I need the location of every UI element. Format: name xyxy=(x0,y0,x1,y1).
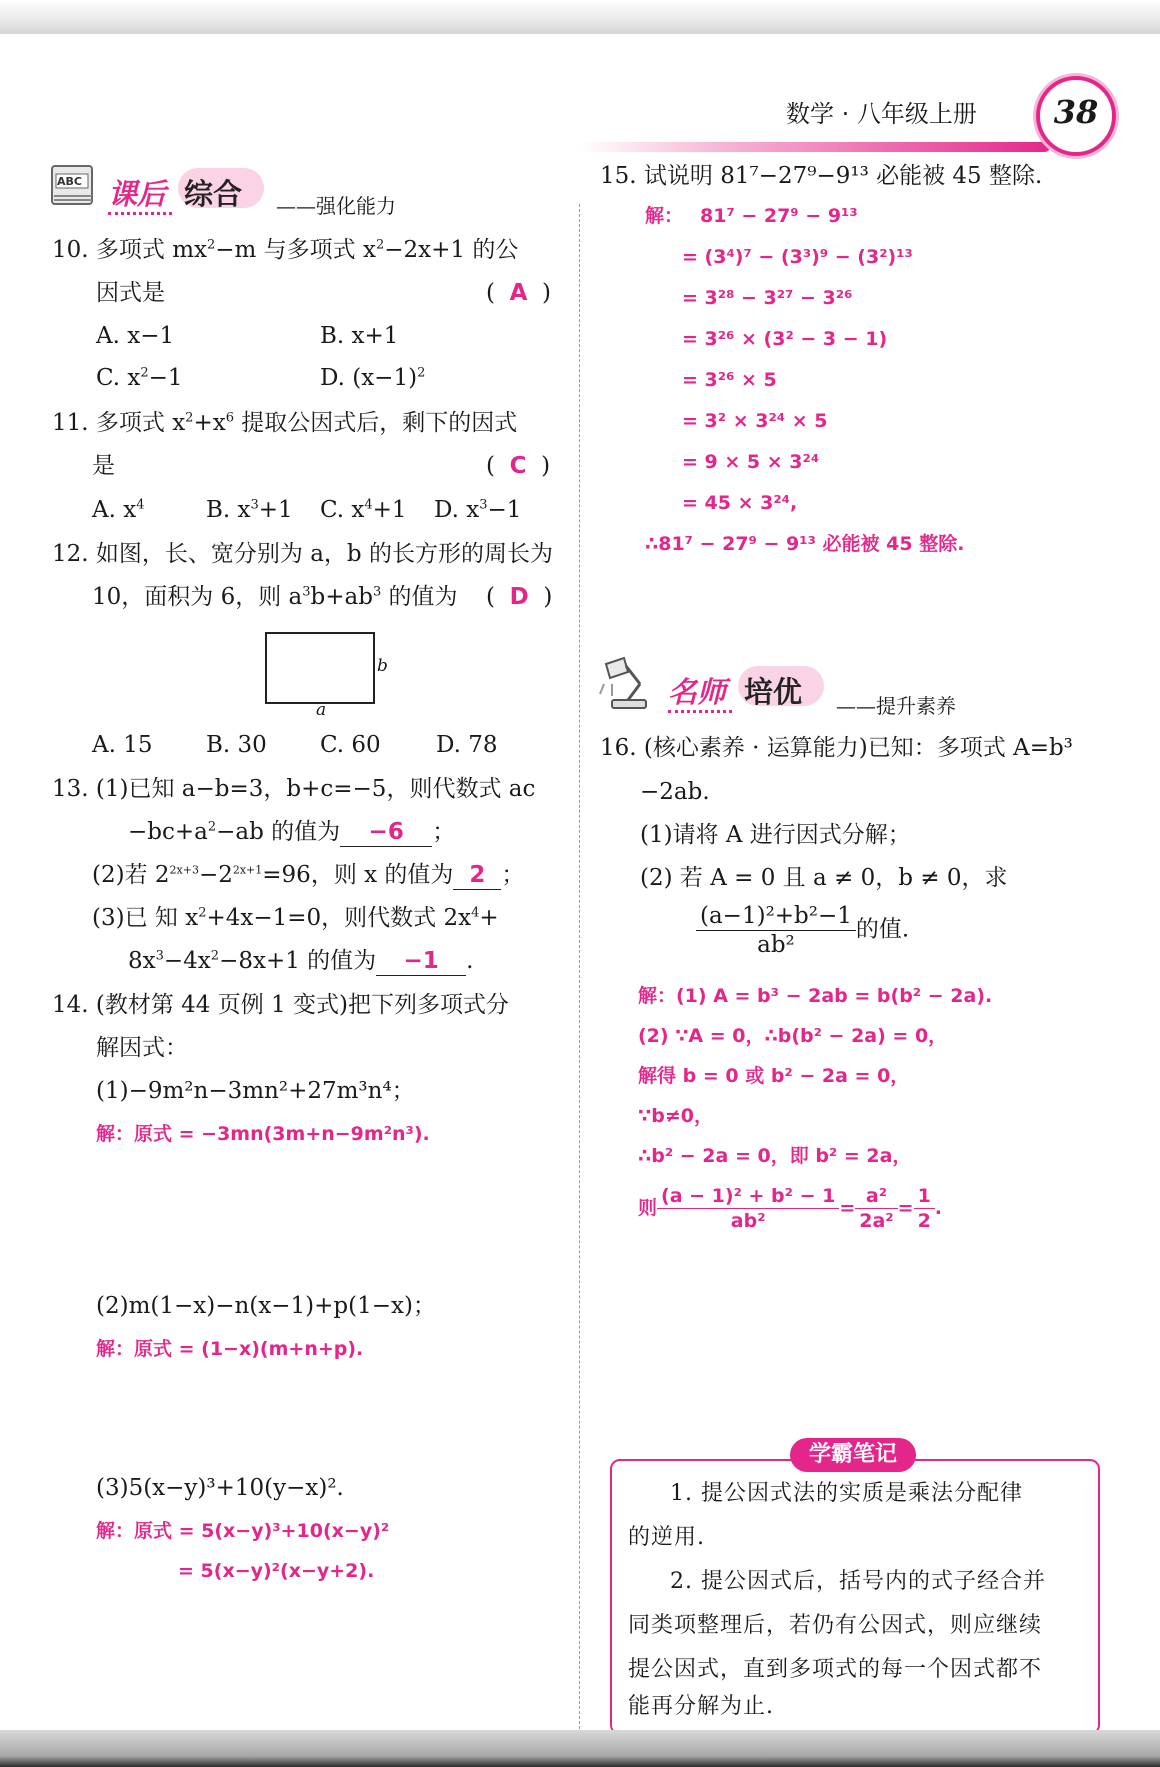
study-notes-title: 学霸笔记 xyxy=(790,1438,916,1472)
q12-option-b: B. 30 xyxy=(206,732,267,758)
notes-p2-line3: 提公因式，直到多项式的每一个因式都不 xyxy=(628,1657,1043,1682)
q16-final-num2: a² xyxy=(855,1184,897,1209)
q16-fraction xyxy=(696,902,856,959)
q14-line2: 解因式： xyxy=(96,1035,188,1061)
q12-line1: 12. 如图，长、宽分别为 a，b 的长方形的周长为 xyxy=(52,541,553,567)
section1-title-b: 综合 xyxy=(184,177,243,211)
section1-dots xyxy=(108,212,172,215)
top-scan-edge xyxy=(0,0,1160,34)
q11-option-d-pre: D. x xyxy=(434,497,480,523)
notes-p1-line1: 1. 提公因式法的实质是乘法分配律 xyxy=(670,1481,1023,1506)
q16-part2-post: 的值. xyxy=(855,916,910,943)
q16-line2: −2ab. xyxy=(640,779,710,805)
q12-figure-label-a: a xyxy=(316,700,327,720)
q16-final-num3: 1 xyxy=(914,1184,935,1209)
header-subject: 数学 · 八年级上册 xyxy=(786,100,977,128)
q14-part1-solution: 解：原式 = −3mn(3m+n−9m²n³). xyxy=(96,1123,430,1145)
q15-step-5: = 3²⁶ × 5 xyxy=(682,369,777,391)
q16-final-den3: 2 xyxy=(917,1210,931,1232)
q14-part2-solution: 解：原式 = (1−x)(m+n+p). xyxy=(96,1338,364,1360)
q14-line1: 14. (教材第 44 页例 1 变式)把下列多项式分 xyxy=(52,992,509,1018)
q15-step-6: = 3² × 3²⁴ × 5 xyxy=(682,410,828,432)
q16-part2: (2) 若 A = 0 且 a ≠ 0，b ≠ 0，求 xyxy=(640,865,1008,891)
q16-solution-2: (2) ∵A = 0，∴b(b² − 2a) = 0， xyxy=(638,1025,948,1047)
section2-subtitle: ——提升素养 xyxy=(836,694,956,718)
header-rule xyxy=(580,142,1050,152)
q13-part3-line1-pre: (3)已 知 x xyxy=(92,905,199,931)
q11-option-d-post: −1 xyxy=(487,497,522,523)
q11-answer-bracket: ( C ) xyxy=(486,453,551,479)
q16-solution-3: 解得 b = 0 或 b² − 2a = 0， xyxy=(638,1065,910,1087)
column-divider xyxy=(579,204,580,1734)
q12-line2-pre: 10，面积为 6，则 a xyxy=(92,584,303,610)
q12-answer: D xyxy=(509,584,529,610)
q15-step-3: = 3²⁸ − 3²⁷ − 3²⁶ xyxy=(682,287,853,309)
q10-option-c-post: −1 xyxy=(148,365,183,391)
section1-title-a: 课后 xyxy=(108,177,167,211)
page-number: 38 xyxy=(1053,93,1099,131)
q16-solution-4: ∵b≠0， xyxy=(638,1105,713,1127)
q16-final-eq2: = xyxy=(897,1197,914,1219)
q15-conclusion: ∴81⁷ − 27⁹ − 9¹³ 必能被 45 整除. xyxy=(645,533,965,555)
notes-p2-line4: 能再分解为止. xyxy=(628,1694,774,1719)
q14-part2-text: (2)m(1−x)−n(x−1)+p(1−x)； xyxy=(96,1293,436,1319)
q13-part1-line2-post: −ab 的值为 xyxy=(216,819,341,845)
q11-stem-post: 提取公因式后，剩下的因式 xyxy=(233,410,518,436)
textbook-page xyxy=(0,34,1160,1730)
q16-final-eq1: = xyxy=(839,1197,856,1219)
q13-part1-answer: −6 xyxy=(368,819,404,845)
q11-stem-mid: +x xyxy=(193,410,226,436)
q12-option-a: A. 15 xyxy=(92,732,153,758)
q10-answer-bracket: ( A ) xyxy=(486,280,552,306)
q10-option-a: A. x−1 xyxy=(96,323,175,349)
q11-option-c-pre: C. x xyxy=(320,497,365,523)
q11-option-d: D. $x^3-1$ xyxy=(434,497,522,523)
q10-stem-post: −2x+1 的公 xyxy=(384,237,519,263)
q10-option-b: B. x+1 xyxy=(320,323,399,349)
notes-p2-line2: 同类项整理后，若仍有公因式，则应继续 xyxy=(628,1613,1043,1638)
q11-option-b-post: +1 xyxy=(258,497,293,523)
q10-stem-pre: 10. 多项式 mx xyxy=(52,237,207,263)
q13-part2-mid: −2 xyxy=(198,862,233,888)
q11-answer: C xyxy=(509,453,527,479)
q10-option-c: C. $x^2-1$ xyxy=(96,365,183,391)
q10-option-c-pre: C. x xyxy=(96,365,141,391)
q16-final-post: . xyxy=(934,1197,943,1219)
section2-title-a: 名师 xyxy=(668,675,727,709)
section2-dots xyxy=(668,710,732,713)
q14-part3-solution-1: 解：原式 = 5(x−y)³+10(x−y)² xyxy=(96,1520,390,1542)
q11-option-c-post: +1 xyxy=(372,497,407,523)
q10-stem: 10. 多项式 $mx^2-m$ 与多项式 $x^2-2x+1$ 的公 xyxy=(52,237,519,263)
q12-line2-post: 的值为 xyxy=(381,584,458,610)
q16-solution-final xyxy=(638,1184,942,1233)
q10-answer: A xyxy=(509,280,528,306)
q15-step-4: = 3²⁶ × (3² − 3 − 1) xyxy=(682,328,888,350)
q12-answer-bracket: ( D ) xyxy=(486,584,553,610)
q13-part2-post: =96，则 x 的值为 xyxy=(262,862,454,888)
q16-solution-1: 解：(1) A = b³ − 2ab = b(b² − 2a). xyxy=(638,985,993,1007)
q16-part1: (1)请将 A 进行因式分解； xyxy=(640,822,911,848)
q11-option-a-pre: A. x xyxy=(92,497,137,523)
q12-rectangle-figure xyxy=(265,632,375,704)
q16-final-pre: 则 xyxy=(638,1197,658,1219)
notes-p1-line2: 的逆用. xyxy=(628,1525,705,1550)
q12-line2: 10，面积为 6，则 $a^3b+ab^3$ 的值为 xyxy=(92,584,458,610)
q16-part2-expression xyxy=(696,902,909,959)
q11-stem: 11. 多项式 $x^2+x^6$ 提取公因式后，剩下的因式 xyxy=(52,410,518,436)
q13-part3-line2-pre: 8x xyxy=(128,948,156,974)
q14-part3-text: (3)5(x−y)³+10(y−x)². xyxy=(96,1475,344,1501)
q11-option-b: B. $x^3+1$ xyxy=(206,497,293,523)
q10-stem-mid: −m 与多项式 x xyxy=(215,237,376,263)
q10-option-d-pre: D. (x−1) xyxy=(320,365,418,391)
q13-part3-line2: $8x^3-4x^2-8x+1$ 的值为 −1 . xyxy=(128,948,474,974)
notes-p2-line1: 2. 提公因式后，括号内的式子经合并 xyxy=(670,1569,1046,1594)
q10-option-d: D. $(x-1)^2$ xyxy=(320,365,426,391)
q11-option-c: C. $x^4+1$ xyxy=(320,497,407,523)
q11-option-b-pre: B. x xyxy=(206,497,251,523)
q13-part1-line2: $-bc+a^2-ab$ 的值为 −6 ； xyxy=(128,819,456,845)
q13-part2-exp1: 2x+3 xyxy=(169,863,199,877)
q11-line2: 是 xyxy=(92,453,115,479)
q10-line2: 因式是 xyxy=(96,280,165,306)
q16-fraction-numerator: (a−1)²+b²−1 xyxy=(696,902,856,931)
q12-figure-label-b: b xyxy=(377,656,388,676)
q13-part2: (2)若 $2^{2x+3}-2^{2x+1}=96$，则 x 的值为 2 ； xyxy=(92,862,525,888)
section1-subtitle: ——强化能力 xyxy=(276,194,396,218)
q11-stem-pre: 11. 多项式 x xyxy=(52,410,186,436)
section2-title-b: 培优 xyxy=(744,675,803,709)
q13-part2-pre: (2)若 2 xyxy=(92,862,170,888)
q15-step-8: = 45 × 3²⁴, xyxy=(682,492,798,514)
q12-option-d: D. 78 xyxy=(436,732,498,758)
q16-final-den1: ab² xyxy=(730,1210,766,1232)
q13-part1-line1: 13. (1)已知 a−b=3，b+c=−5，则代数式 ac xyxy=(52,776,536,802)
q16-line1: 16. (核心素养 · 运算能力)已知：多项式 A=b³ xyxy=(600,735,1073,761)
page-number-badge xyxy=(1036,76,1116,156)
q13-part3-line1-mid: +4x−1=0，则代数式 2x xyxy=(206,905,472,931)
q16-final-den2: 2a² xyxy=(859,1210,894,1232)
q14-part3-solution-2: = 5(x−y)²(x−y+2). xyxy=(178,1560,375,1582)
q15-step-2: = (3⁴)⁷ − (3³)⁹ − (3²)¹³ xyxy=(682,246,913,268)
q13-part2-exp2: 2x+1 xyxy=(232,863,263,877)
q16-fraction-denominator: ab² xyxy=(757,932,795,958)
q14-part1-text: (1)−9m²n−3mn²+27m³n⁴； xyxy=(96,1078,415,1104)
q13-part3-answer: −1 xyxy=(403,948,439,974)
q13-part3-line1-post: + xyxy=(479,905,499,931)
q15-solution-label: 解： xyxy=(645,205,684,227)
q12-line2-mid: b+ab xyxy=(310,584,373,610)
book-icon-label: ABC xyxy=(57,175,82,188)
q15-stem: 15. 试说明 81⁷−27⁹−9¹³ 必能被 45 整除. xyxy=(600,163,1043,189)
q13-part2-answer: 2 xyxy=(469,862,486,888)
q16-final-num1: (a − 1)² + b² − 1 xyxy=(657,1184,839,1209)
q11-option-a: A. $x^4$ xyxy=(92,497,145,523)
q13-part1-line2-pre: −bc+a xyxy=(128,819,208,845)
bottom-scan-edge xyxy=(0,1730,1160,1767)
q15-step-1: 81⁷ − 27⁹ − 9¹³ xyxy=(700,205,858,227)
q12-option-c: C. 60 xyxy=(320,732,381,758)
q13-part3-line1: (3)已 知 $x^2+4x-1=0$，则代数式 $2x^4+$ xyxy=(92,905,499,931)
q15-step-7: = 9 × 5 × 3²⁴ xyxy=(682,451,820,473)
book-icon xyxy=(50,162,98,210)
desk-lamp-icon xyxy=(598,654,656,712)
q16-solution-5: ∴b² − 2a = 0，即 b² = 2a， xyxy=(638,1145,912,1167)
q13-part3-line2-mid: −4x xyxy=(163,948,211,974)
q13-part3-line2-post: −8x+1 的值为 xyxy=(219,948,377,974)
